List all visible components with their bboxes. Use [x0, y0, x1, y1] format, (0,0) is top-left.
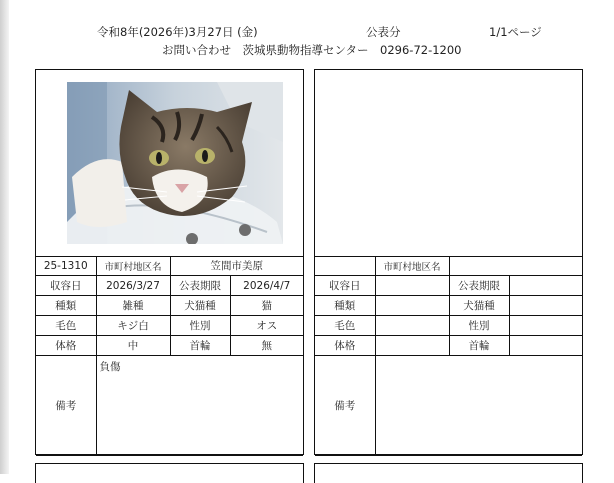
size-value: 中 [96, 336, 170, 356]
category-label: 種類 [36, 296, 96, 316]
public-period-label: 公表期限 [449, 276, 509, 296]
area-value [449, 256, 582, 276]
remarks-label: 備考 [36, 356, 96, 456]
table-row [36, 256, 303, 276]
table-row [315, 276, 582, 296]
coat-value [375, 316, 449, 336]
coat-label: 毛色 [315, 316, 375, 336]
intake-date-label: 収容日 [36, 276, 96, 296]
table-row [36, 296, 303, 316]
remarks-value: 負傷 [96, 356, 303, 456]
species-label: 犬猫種 [170, 296, 230, 316]
table-row [315, 316, 582, 336]
size-label: 体格 [36, 336, 96, 356]
page-number: 1/1ページ [489, 25, 542, 39]
table-row [315, 356, 582, 456]
remarks-label: 備考 [315, 356, 375, 456]
collar-value: 無 [230, 336, 303, 356]
photo-area-empty [315, 70, 582, 257]
intake-date-value: 2026/3/27 [96, 276, 170, 296]
collar-value [509, 336, 582, 356]
category-label: 種類 [315, 296, 375, 316]
tabby-cat-photo [67, 82, 283, 244]
category-value: 雑種 [96, 296, 170, 316]
area-label: 市町村地区名 [375, 256, 449, 276]
sex-value: オス [230, 316, 303, 336]
publish-date: 令和8年(2026年)3月27日 (金) [97, 25, 258, 39]
table-row [36, 316, 303, 336]
intake-date-label: 収容日 [315, 276, 375, 296]
table-row [36, 356, 303, 456]
sex-value [509, 316, 582, 336]
species-value [509, 296, 582, 316]
category-value [375, 296, 449, 316]
public-period-value [509, 276, 582, 296]
collar-label: 首輪 [449, 336, 509, 356]
publish-kind: 公表分 [366, 25, 401, 39]
area-value: 笠間市美原 [170, 256, 303, 276]
coat-value: キジ白 [96, 316, 170, 336]
remarks-value [375, 356, 582, 456]
size-value [375, 336, 449, 356]
animal-card-1 [35, 69, 304, 455]
collar-label: 首輪 [170, 336, 230, 356]
table-row [315, 336, 582, 356]
intake-date-value [375, 276, 449, 296]
sex-label: 性別 [170, 316, 230, 336]
page-header [0, 0, 614, 60]
cat-photo-graphic [67, 82, 283, 244]
area-label: 市町村地区名 [96, 256, 170, 276]
public-period-label: 公表期限 [170, 276, 230, 296]
species-label: 犬猫種 [449, 296, 509, 316]
animal-card-3-partial [35, 463, 304, 483]
table-row [36, 276, 303, 296]
table-row [36, 336, 303, 356]
table-row [315, 256, 582, 276]
sex-label: 性別 [449, 316, 509, 336]
table-row [315, 296, 582, 316]
animal-card-2 [314, 69, 583, 455]
photo-area [36, 70, 303, 257]
public-period-value: 2026/4/7 [230, 276, 303, 296]
page-edge-shadow [0, 0, 9, 474]
size-label: 体格 [315, 336, 375, 356]
species-value: 猫 [230, 296, 303, 316]
animal-id: 25-1310 [36, 256, 96, 276]
info-table [315, 256, 582, 456]
animal-id [315, 256, 375, 276]
contact-info: お問い合わせ 茨城県動物指導センター 0296-72-1200 [162, 43, 462, 57]
animal-card-4-partial [314, 463, 583, 483]
coat-label: 毛色 [36, 316, 96, 336]
info-table [36, 256, 303, 456]
